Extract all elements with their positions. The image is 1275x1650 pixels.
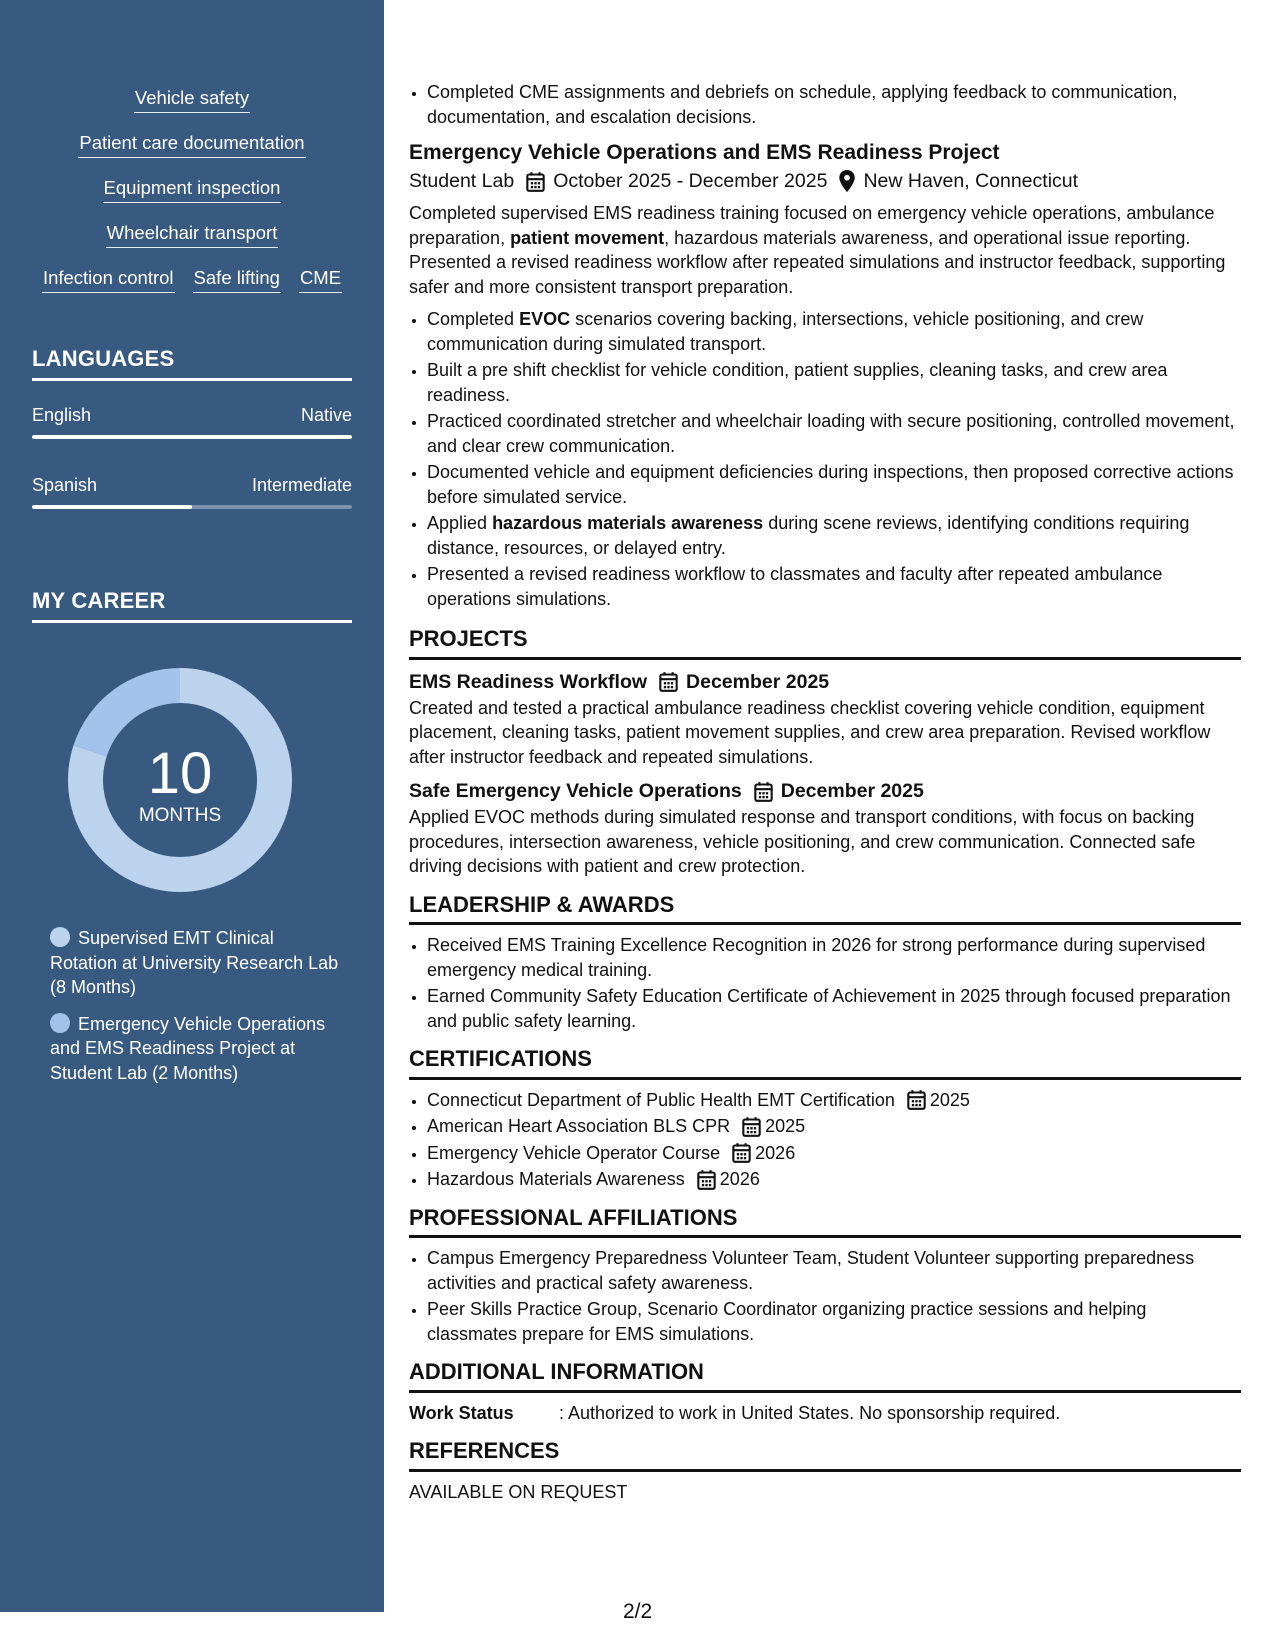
bullet-item: • Campus Emergency Preparedness Volunteer Team, Student Volunteer supporting preparedness activities and practical safety awareness. bbox=[427, 1246, 1241, 1295]
certification-item: • Connecticut Department of Public Health EMT Certification 2025 bbox=[427, 1088, 1241, 1113]
project-description: Created and tested a practical ambulance readiness checklist covering vehicle condition, equipment placement, cleaning tasks, patient movement supplies, and crew area preparation. Revised workflow after instructor feedback and repeated simulations. bbox=[409, 697, 1211, 767]
bullet-item: • Received EMS Training Excellence Recognition in 2026 for strong performance during supervised emergency medical training. bbox=[427, 933, 1241, 982]
language-level: Intermediate bbox=[251, 475, 352, 495]
project-title: EMS Readiness Workflow bbox=[409, 670, 648, 693]
references-heading: REFERENCES bbox=[409, 1439, 1241, 1472]
career-legend bbox=[50, 926, 340, 1097]
language-item bbox=[32, 474, 352, 509]
experience-title: Emergency Vehicle Operations and EMS Readiness Project bbox=[409, 141, 1000, 164]
experience-location: New Haven, Connecticut bbox=[863, 170, 1079, 192]
calendar-icon bbox=[526, 171, 545, 192]
project-date: December 2025 bbox=[686, 670, 830, 693]
certifications-heading: CERTIFICATIONS bbox=[409, 1047, 1241, 1080]
work-status-row bbox=[409, 1401, 1241, 1426]
language-bar bbox=[32, 435, 352, 439]
experience-dates: October 2025 - December 2025 bbox=[553, 170, 828, 192]
career-legend-text: Supervised EMT Clinical Rotation at University Research Lab (8 Months) bbox=[50, 928, 339, 997]
language-bar-fill bbox=[32, 435, 352, 439]
certification-item: • Hazardous Materials Awareness 2026 bbox=[427, 1167, 1241, 1192]
bullet-item: • Completed EVOC scenarios covering backing, intersections, vehicle positioning, and crew communication during simulated transport. bbox=[427, 307, 1241, 356]
legend-dot bbox=[50, 1013, 70, 1033]
certification-item: • Emergency Vehicle Operator Course 2026 bbox=[427, 1141, 1241, 1166]
work-status-value: : Authorized to work in United States. No sponsorship required. bbox=[559, 1402, 1061, 1423]
bullet-item: • Applied hazardous materials awareness during scene reviews, identifying conditions requiring distance, resources, or delayed entry. bbox=[427, 511, 1241, 560]
bullet-item: • Peer Skills Practice Group, Scenario Coordinator organizing practice sessions and helping classmates prepare for EMS simulations. bbox=[427, 1297, 1241, 1346]
work-status-label: Work Status bbox=[409, 1402, 514, 1423]
calendar-icon bbox=[732, 1142, 751, 1163]
career-donut-chart bbox=[60, 660, 300, 900]
bullet-item: • Built a pre shift checklist for vehicle condition, patient supplies, cleaning tasks, and crew area readiness. bbox=[427, 358, 1241, 407]
languages-heading: LANGUAGES bbox=[32, 346, 352, 381]
location-pin-icon bbox=[839, 170, 855, 192]
bullet-item: • Documented vehicle and equipment deficiencies during inspections, then proposed corrective actions before simulated service. bbox=[427, 460, 1241, 509]
calendar-icon bbox=[907, 1089, 926, 1110]
experience-summary: Completed supervised EMS readiness training focused on emergency vehicle operations, ambulance preparation, patient movement, hazardous materials awareness, and operational issue reporting. Presented a revised readiness workflow after repeated simulations and instructor feedback, supporting safer and more consistent transport preparation. bbox=[409, 203, 1226, 297]
main-content bbox=[409, 80, 1241, 1504]
language-bar bbox=[32, 505, 352, 509]
language-name: English bbox=[32, 405, 92, 425]
language-item bbox=[32, 404, 352, 439]
references-text: AVAILABLE ON REQUEST bbox=[409, 1481, 628, 1502]
calendar-icon bbox=[742, 1116, 761, 1137]
projects-heading: PROJECTS bbox=[409, 627, 1241, 660]
language-level: Native bbox=[300, 405, 352, 425]
project-title-row bbox=[409, 777, 1241, 805]
bullet-item: • Practiced coordinated stretcher and wheelchair loading with secure positioning, controlled movement, and clear crew communication. bbox=[427, 409, 1241, 458]
project-title-row bbox=[409, 668, 1241, 696]
skill-tag: Wheelchair transport bbox=[106, 221, 279, 248]
leadership-heading: LEADERSHIP & AWARDS bbox=[409, 893, 1241, 926]
project-description: Applied EVOC methods during simulated response and transport conditions, with focus on backing procedures, intersection awareness, vehicle positioning, and crew communication. Connected safe driving decisions with patient and crew protection. bbox=[409, 807, 1196, 876]
calendar-icon bbox=[754, 781, 773, 802]
additional-info-heading: ADDITIONAL INFORMATION bbox=[409, 1360, 1241, 1393]
certifications-list bbox=[409, 1088, 1241, 1192]
skill-tag: Safe lifting bbox=[193, 266, 281, 293]
project-date: December 2025 bbox=[780, 780, 924, 802]
language-name: Spanish bbox=[32, 475, 98, 495]
calendar-icon bbox=[697, 1169, 716, 1190]
career-legend-text: Emergency Vehicle Operations and EMS Readiness Project at Student Lab (2 Months) bbox=[50, 1013, 326, 1083]
bullet-item: • Presented a revised readiness workflow to classmates and faculty after repeated ambulance operations simulations. bbox=[427, 562, 1241, 611]
experience-org: Student Lab bbox=[409, 170, 515, 192]
certification-item: • American Heart Association BLS CPR 2025 bbox=[427, 1114, 1241, 1139]
experience-meta bbox=[409, 167, 1241, 195]
skill-tag: Equipment inspection bbox=[103, 176, 282, 203]
skill-tag: CME bbox=[299, 266, 342, 293]
affiliations-list bbox=[409, 1246, 1241, 1346]
legend-dot bbox=[50, 927, 70, 947]
career-heading: MY CAREER bbox=[32, 588, 352, 623]
skills-list bbox=[0, 86, 384, 311]
project-title: Safe Emergency Vehicle Operations bbox=[409, 780, 742, 802]
sidebar bbox=[0, 0, 384, 1612]
affiliations-heading: PROFESSIONAL AFFILIATIONS bbox=[409, 1206, 1241, 1239]
page-number: 2/2 bbox=[623, 1600, 653, 1623]
language-bar-fill bbox=[32, 505, 192, 509]
career-legend-item bbox=[50, 926, 340, 1000]
calendar-icon bbox=[659, 671, 678, 692]
career-total-value: 10 bbox=[147, 741, 213, 806]
skill-tag: Infection control bbox=[42, 266, 175, 293]
bullet-item: • Earned Community Safety Education Certificate of Achievement in 2025 through focused preparation and public safety learning. bbox=[427, 984, 1241, 1033]
skill-tag: Vehicle safety bbox=[134, 86, 250, 113]
experience-bullets bbox=[409, 307, 1241, 611]
bullet-item: • Completed CME assignments and debriefs on schedule, applying feedback to communication, documentation, and escalation decisions. bbox=[427, 80, 1241, 129]
career-total-unit: MONTHS bbox=[138, 805, 222, 826]
skill-tag: Patient care documentation bbox=[78, 131, 305, 158]
leadership-list bbox=[409, 933, 1241, 1033]
experience-bullets bbox=[409, 80, 1241, 129]
career-legend-item bbox=[50, 1012, 340, 1086]
